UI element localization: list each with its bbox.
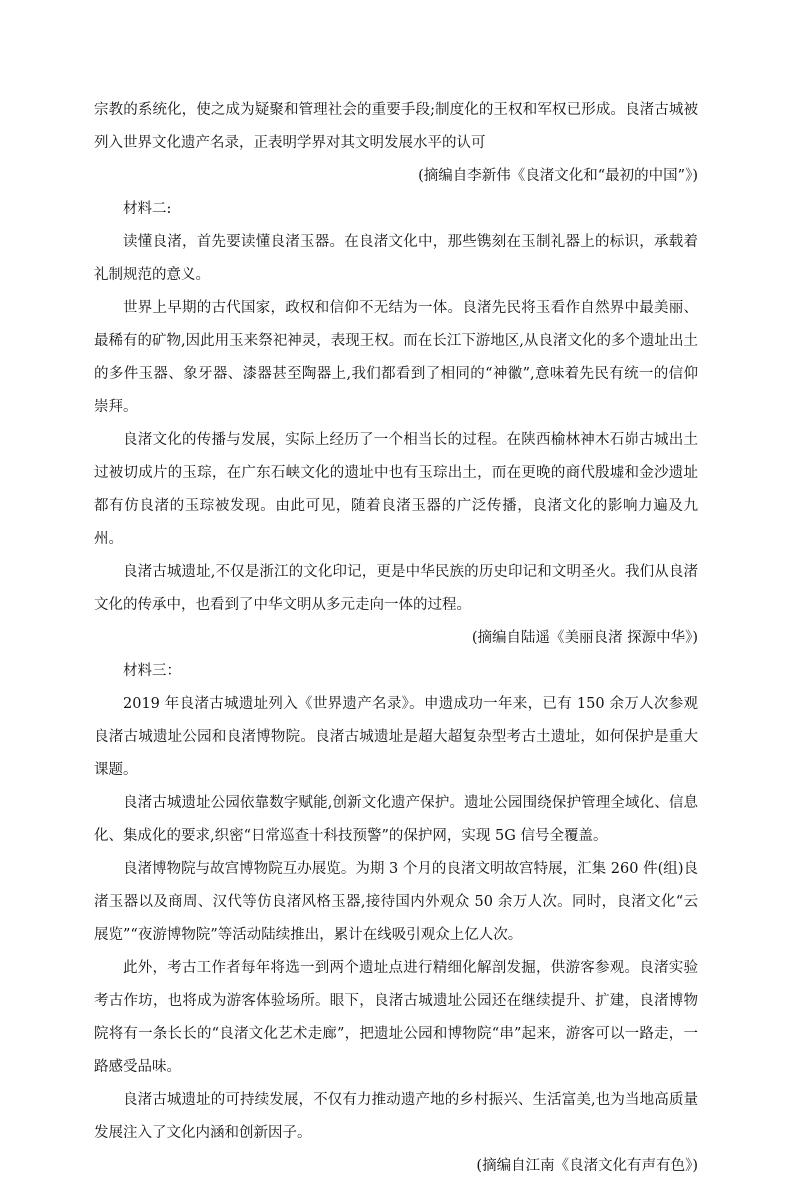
material-three-heading: 材料三：	[123, 663, 181, 679]
material-three-paragraph: 良渚古城遗址的可持续发展，不仅有力推动遗产地的乡村振兴、生活富美,也为当地高质量发展注入了文化内涵和创新因子。	[94, 1092, 698, 1141]
material-two-paragraph: 良渚古城遗址,不仅是浙江的文化印记，更是中华民族的历史印记和文明圣火。我们从良渚文化的传承中，也看到了中华文明从多元走向一体的过程。	[94, 564, 698, 613]
material-two-paragraph: 良渚文化的传播与发展，实际上经历了一个相当长的过程。在陕西榆林神木石峁古城出土过被切成片的玉琮，在广东石峡文化的遗址中也有玉琮出土，而在更晚的商代殷墟和金沙遗址都有仿良渚的玉琮被发现。由此可见，随着良渚玉器的广泛传播，良渚文化的影响力遍及九州。	[94, 432, 698, 547]
material-two-heading: 材料二:	[123, 201, 172, 217]
intro-source-citation: (摘编自李新伟《良渚文化和“最初的中国”》)	[418, 168, 698, 184]
material-three-paragraph: 2019 年良渚古城遗址列入《世界遗产名录》。申遗成功一年来，已有 150 余万人次参观良渚古城遗址公园和良渚博物院。良渚古城遗址是超大超复杂型考古土遗址，如何保护是重大课题。	[94, 696, 698, 778]
material-two-paragraph: 世界上早期的古代国家，政权和信仰不无结为一体。良渚先民将玉看作自然界中最美丽、最稀有的矿物,因此用玉来祭祀神灵，表现王权。而在长江下游地区,从良渚文化的多个遗址出土的多件玉器、象牙器、漆器甚至陶器上,我们都看到了相同的“神徽”,意味着先民有统一的信仰崇拜。	[94, 300, 698, 415]
material-two-paragraph: 读懂良渚，首先要读懂良渚玉器。在良渚文化中，那些镌刻在玉制礼器上的标识，承载着礼制规范的意义。	[94, 234, 698, 283]
material-two-source-citation: (摘编自陆遥《美丽良渚 探源中华》)	[471, 630, 698, 646]
material-three-source-citation: (摘编自江南《良渚文化有声有色》)	[476, 1158, 698, 1174]
document-body	[94, 94, 698, 1183]
intro-paragraph: 宗教的系统化，使之成为疑聚和管理社会的重要手段;制度化的王权和军权已形成。良渚古城被列入世界文化遗产名录，正表明学界对其文明发展水平的认可	[94, 102, 698, 151]
material-three-paragraph: 此外，考古工作者每年将选一到两个遗址点进行精细化解剖发掘，供游客参观。良渚实验考古作坊，也将成为游客体验场所。眼下，良渚古城遗址公园还在继续提升、扩建，良渚博物院将有一条长长的“良渚文化艺术走廊”，把遗址公园和博物院“串”起来，游客可以一路走，一路感受品味。	[94, 960, 698, 1075]
material-three-paragraph: 良渚古城遗址公园依靠数字赋能,创新文化遗产保护。遗址公园围绕保护管理全域化、信息化、集成化的要求,织密“日常巡查十科技预警”的保护网，实现 5G 信号全覆盖。	[94, 795, 698, 844]
material-three-paragraph: 良渚博物院与故宫博物院互办展览。为期 3 个月的良渚文明故宫特展，汇集 260 件(组)良渚玉器以及商周、汉代等仿良渚风格玉器,接待国内外观众 50 余万人次。同时，良渚文化“云展览”“夜游博物院”等活动陆续推出，累计在线吸引观众上亿人次。	[94, 861, 698, 943]
